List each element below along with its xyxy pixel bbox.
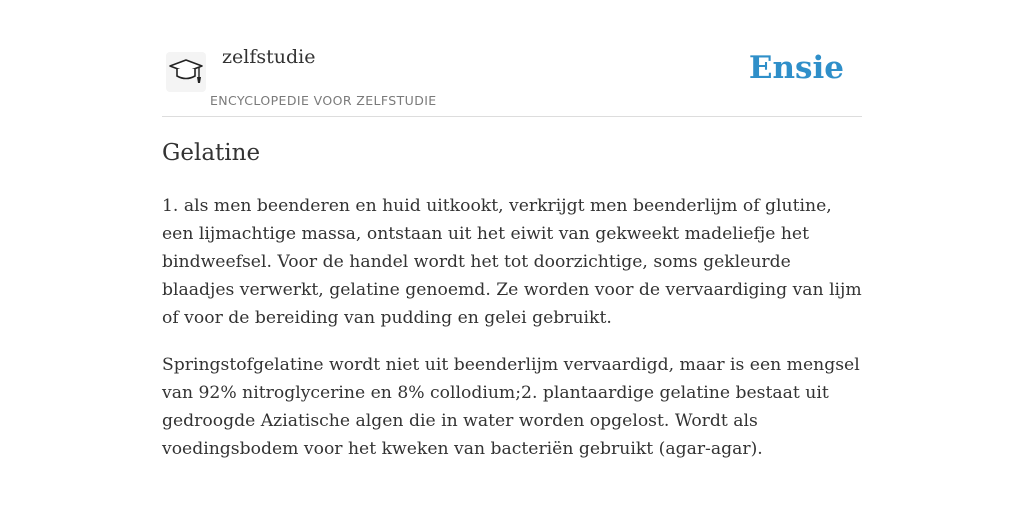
page-title: Gelatine	[162, 140, 261, 166]
brand-logo-link[interactable]: Ensie	[748, 50, 844, 86]
article-paragraph: Springstofgelatine wordt niet uit beenderlijm vervaardigd, maar is een mengsel van 92% nitroglycerine en 8% collodium;2. plantaardige gelatine bestaat uit gedroogde Aziatische algen die in water worden opgelost. Wordt als voedingsbodem voor het kweken van bacteriën gebruikt (agar-agar).	[162, 355, 860, 459]
graduation-cap-icon[interactable]	[166, 52, 206, 92]
site-header	[162, 40, 862, 117]
article-body	[162, 192, 862, 482]
article-paragraph: 1. als men beenderen en huid uitkookt, verkrijgt men beenderlijm of glutine, een lijmachtige massa, ontstaan uit het eiwit van gekweekt madeliefje het bindweefsel. Voor de handel wordt het tot doorzichtige, soms gekleurde blaadjes verwerkt, gelatine genoemd. Ze worden voor de vervaardiging van lijm of voor de bereiding van pudding en gelei gebruikt.	[162, 196, 862, 328]
site-name[interactable]: zelfstudie	[222, 46, 316, 68]
site-tagline: ENCYCLOPEDIE VOOR ZELFSTUDIE	[210, 93, 437, 108]
